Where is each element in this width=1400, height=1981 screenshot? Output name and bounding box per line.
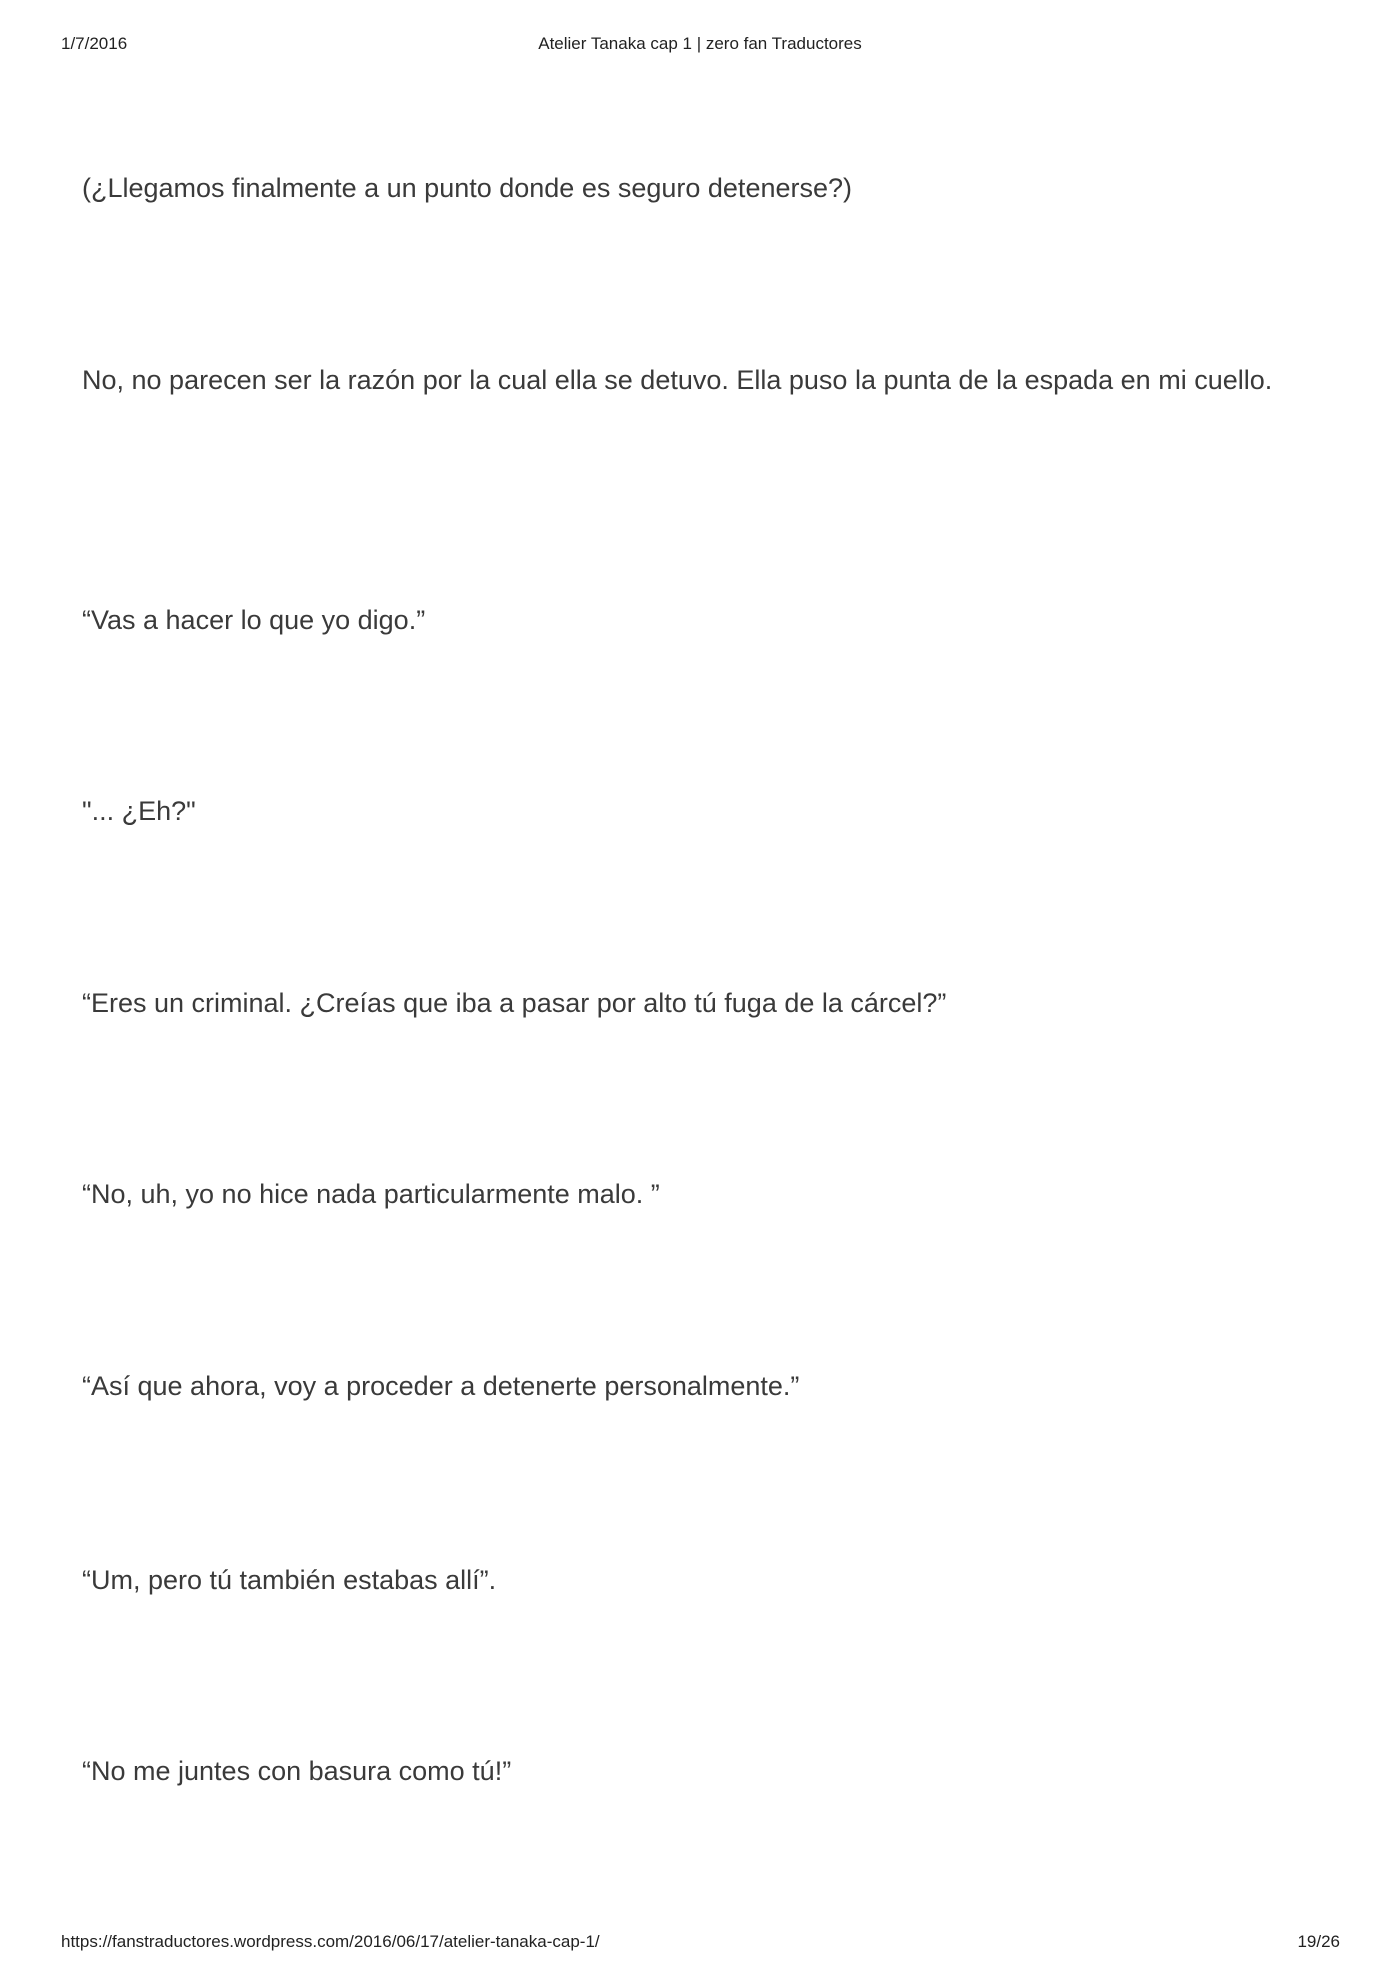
paragraph: No, no parecen ser la razón por la cual ella se detuvo. Ella puso la punta de la espada en mi cuello. bbox=[82, 365, 1273, 395]
print-header bbox=[0, 34, 1400, 58]
paragraph: “No me juntes con basura como tú!” bbox=[82, 1756, 512, 1786]
paragraph: “Eres un criminal. ¿Creías que iba a pasar por alto tú fuga de la cárcel?” bbox=[82, 988, 947, 1018]
page-url: https://fanstraductores.wordpress.com/2016/06/17/atelier-tanaka-cap-1/ bbox=[61, 1932, 600, 1951]
page-number: 19/26 bbox=[1297, 1932, 1340, 1951]
print-date: 1/7/2016 bbox=[61, 34, 128, 53]
paragraph: “Así que ahora, voy a proceder a detenerte personalmente.” bbox=[82, 1371, 800, 1401]
print-footer bbox=[0, 1932, 1400, 1956]
paragraph: “Vas a hacer lo que yo digo.” bbox=[82, 605, 426, 635]
paragraph: "... ¿Eh?" bbox=[82, 796, 196, 826]
paragraph: (¿Llegamos finalmente a un punto donde es seguro detenerse?) bbox=[82, 173, 853, 203]
paragraph: “No, uh, yo no hice nada particularmente malo. ” bbox=[82, 1179, 660, 1209]
paragraph: “Um, pero tú también estabas allí”. bbox=[82, 1565, 497, 1595]
page-title: Atelier Tanaka cap 1 | zero fan Traductores bbox=[538, 34, 862, 53]
